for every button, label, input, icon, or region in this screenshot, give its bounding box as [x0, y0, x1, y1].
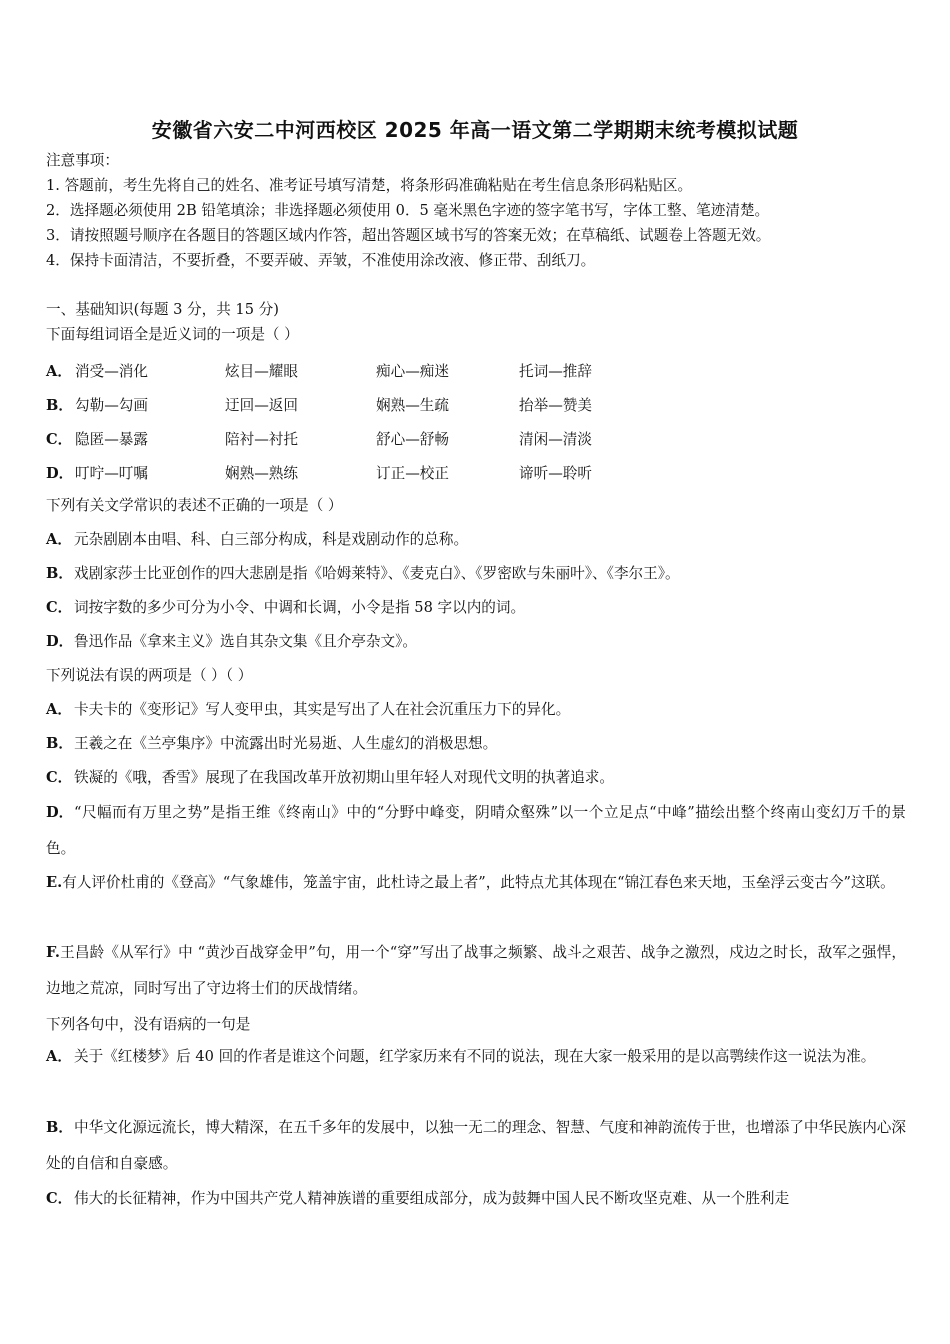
option-label: C．	[46, 769, 73, 786]
option-label: B．	[46, 1119, 73, 1136]
option-label: B．	[46, 565, 73, 582]
word-pair: 勾勒—勾画	[75, 397, 148, 414]
word-pair: 谛听—聆听	[519, 465, 592, 482]
q4-option-a	[46, 1039, 906, 1075]
option-text: 铁凝的《哦，香雪》展现了在我国改革开放初期山里年轻人对现代文明的执著追求。	[74, 769, 614, 786]
option-label: A．	[46, 701, 72, 718]
word-pair: 叮咛—叮嘱	[75, 465, 148, 482]
question-stem: 下列说法有误的两项是（ ）（ ）	[46, 667, 253, 684]
word-pair: 舒心—舒畅	[376, 431, 449, 448]
word-pair: 托词—推辞	[519, 363, 592, 380]
q3-option-e	[46, 865, 906, 901]
notice-item: 3．请按照题号顺序在各题目的答题区域内作答，超出答题区域书写的答案无效；在草稿纸、试题卷上答题无效。	[46, 227, 771, 244]
option-label: B．	[46, 397, 73, 414]
word-pair: 娴熟—生疏	[376, 397, 449, 414]
option-text: 元杂剧剧本由唱、科、白三部分构成，科是戏剧动作的总称。	[74, 531, 469, 548]
option-text: 鲁迅作品《拿来主义》选自其杂文集《且介亭杂文》。	[74, 633, 417, 650]
q2-option-b	[46, 565, 680, 583]
word-pair: 陪衬—衬托	[225, 431, 298, 448]
word-pair: 消受—消化	[75, 363, 148, 380]
word-pair: 隐匿—暴露	[75, 431, 148, 448]
word-pair: 清闲—清淡	[519, 431, 592, 448]
q2-option-a	[46, 531, 468, 549]
question-stem: 下列有关文学常识的表述不正确的一项是（ ）	[46, 497, 343, 514]
notice-item: 2．选择题必须使用 2B 铅笔填涂；非选择题必须使用 0．5 毫米黑色字迹的签字笔书写，字体工整、笔迹清楚。	[46, 202, 770, 219]
page-title: 安徽省六安二中河西校区 2025 年高一语文第二学期期末统考模拟试题	[151, 118, 799, 142]
option-text: 王羲之在《兰亭集序》中流露出时光易逝、人生虚幻的消极思想。	[74, 735, 498, 752]
option-text: 有人评价杜甫的《登高》“气象雄伟，笼盖宇宙，此杜诗之最上者”，此特点尤其体现在“锦江春色来天地，玉垒浮云变古今”这联。	[62, 874, 895, 891]
option-text: 王昌龄《从军行》中 “黄沙百战穿金甲”句，用一个“穿”写出了战事之频繁、战斗之艰苦、战争之激烈，戍边之时长，敌军之强悍，边地之荒凉，同时写出了守边将士们的厌战情绪。	[46, 944, 906, 997]
option-label: D．	[46, 633, 74, 650]
option-text: “尺幅而有万里之势”是指王维《终南山》中的“分野中峰变，阴晴众壑殊”以一个立足点“中峰”描绘出整个终南山变幻万千的景色。	[46, 804, 906, 857]
notice-item: 4．保持卡面清洁，不要折叠，不要弄破、弄皱，不准使用涂改液、修正带、刮纸刀。	[46, 252, 596, 269]
notice-item: 1. 答题前，考生先将自己的姓名、准考证号填写清楚，将条形码准确粘贴在考生信息条形码粘贴区。	[46, 177, 693, 194]
option-label: B．	[46, 735, 73, 752]
word-pair: 迂回—返回	[225, 397, 298, 414]
option-label: C．	[46, 431, 73, 448]
question-stem: 下列各句中，没有语病的一句是	[46, 1016, 251, 1033]
question-stem: 下面每组词语全是近义词的一项是（ ）	[46, 326, 299, 343]
option-text: 中华文化源远流长，博大精深，在五千多年的发展中，以独一无二的理念、智慧、气度和神韵流传于世，也增添了中华民族内心深处的自信和自豪感。	[46, 1119, 906, 1172]
q4-option-c	[46, 1181, 906, 1217]
q4-option-b	[46, 1110, 906, 1182]
q2-option-d	[46, 633, 417, 651]
option-text: 词按字数的多少可分为小令、中调和长调，小令是指 58 字以内的词。	[74, 599, 526, 616]
option-text: 戏剧家莎士比亚创作的四大悲剧是指《哈姆莱特》、《麦克白》、《罗密欧与朱丽叶》、《李尔王》。	[74, 565, 680, 582]
section-heading: 一、基础知识(每题 3 分，共 15 分)	[46, 301, 279, 318]
option-label: A．	[46, 531, 72, 548]
q3-option-b	[46, 735, 497, 753]
option-text: 伟大的长征精神，作为中国共产党人精神族谱的重要组成部分，成为鼓舞中国人民不断攻坚克难、从一个胜利走	[74, 1190, 790, 1207]
q2-option-c	[46, 599, 525, 617]
q3-option-d	[46, 795, 906, 867]
option-label: A．	[46, 1048, 72, 1065]
word-pair: 订正—校正	[376, 465, 449, 482]
option-label: D．	[46, 465, 74, 482]
option-text: 卡夫卡的《变形记》写人变甲虫，其实是写出了人在社会沉重压力下的异化。	[74, 701, 571, 718]
q3-option-a	[46, 701, 570, 719]
option-label: D．	[46, 804, 74, 821]
option-label: A．	[46, 363, 72, 380]
option-text: 关于《红楼梦》后 40 回的作者是谁这个问题，红学家历来有不同的说法，现在大家一般采用的是以高鹗续作这一说法为准。	[74, 1048, 876, 1065]
word-pair: 痴心—痴迷	[376, 363, 449, 380]
word-pair: 娴熟—熟练	[225, 465, 298, 482]
word-pair: 炫目—耀眼	[225, 363, 298, 380]
option-label: C．	[46, 599, 73, 616]
word-pair: 抬举—赞美	[519, 397, 592, 414]
option-label: E.	[46, 874, 63, 891]
q3-option-c	[46, 769, 614, 787]
notice-heading: 注意事项：	[46, 152, 119, 169]
q3-option-f	[46, 935, 906, 1007]
option-label: F.	[46, 944, 60, 961]
option-label: C．	[46, 1190, 73, 1207]
